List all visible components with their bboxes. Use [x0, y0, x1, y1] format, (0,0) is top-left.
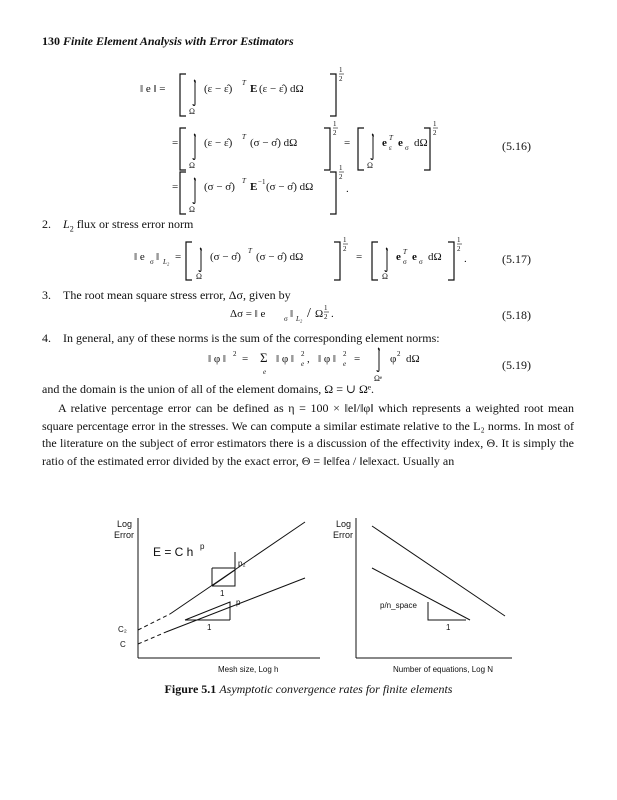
svg-text:E: E	[250, 83, 258, 95]
svg-text:2: 2	[397, 350, 401, 358]
svg-text:Ω: Ω	[382, 272, 388, 281]
slope-label-p2: p₂	[238, 559, 246, 568]
svg-text:=: =	[354, 353, 361, 365]
svg-text:2: 2	[324, 313, 328, 321]
equation-number-5-18: (5.18)	[502, 308, 531, 322]
right-ylabel-1: Log	[336, 519, 352, 529]
svg-text:dΩ: dΩ	[428, 251, 442, 263]
svg-text:1: 1	[339, 164, 343, 172]
svg-text:‖: ‖	[156, 251, 160, 263]
svg-text:(ε − ε̂) dΩ: (ε − ε̂) dΩ	[259, 83, 304, 95]
right-run-label: 1	[446, 623, 451, 632]
svg-text:=: =	[172, 181, 179, 193]
svg-text:(ε − ε̂): (ε − ε̂)	[204, 137, 233, 149]
svg-text:‖ φ ‖: ‖ φ ‖	[276, 353, 295, 365]
svg-text:=: =	[344, 137, 351, 149]
left-xlabel: Mesh size, Log h	[218, 665, 279, 674]
equation-number-5-17: (5.17)	[502, 252, 531, 266]
svg-text:σ: σ	[284, 315, 288, 323]
svg-text:(σ − σ̂) dΩ: (σ − σ̂) dΩ	[256, 251, 304, 263]
svg-text:(σ − σ̂) dΩ: (σ − σ̂) dΩ	[250, 137, 298, 149]
figure-caption	[0, 682, 617, 697]
dashed-extension-c	[138, 632, 166, 644]
book-title: Finite Element Analysis with Error Estimators	[63, 34, 294, 48]
svg-text:φ: φ	[390, 353, 397, 365]
svg-text:1: 1	[339, 66, 343, 74]
item-3-text: The root mean square stress error, Δσ, given by	[63, 288, 291, 302]
svg-text:2: 2	[433, 129, 437, 137]
caption-label: Figure 5.1	[164, 682, 217, 696]
slope-label-p: p	[236, 598, 241, 607]
svg-text:L₂: L₂	[163, 258, 170, 266]
svg-text:Ω: Ω	[367, 161, 373, 170]
item-2-text: flux or stress error norm	[76, 217, 194, 231]
right-slope-label: p/n_space	[380, 601, 417, 610]
triangle-p	[185, 602, 230, 620]
svg-text:e: e	[396, 251, 401, 263]
svg-text:.: .	[346, 183, 349, 195]
svg-text:1: 1	[324, 304, 328, 312]
svg-text:2: 2	[233, 350, 237, 358]
svg-text:=: =	[356, 251, 363, 263]
equation-number-5-16: (5.16)	[502, 139, 531, 153]
svg-text:1: 1	[343, 236, 347, 244]
item-3-number: 3.	[42, 288, 51, 302]
svg-text:e: e	[382, 137, 387, 149]
svg-text:2: 2	[333, 129, 337, 137]
svg-text:.: .	[331, 308, 334, 320]
svg-text:dΩ: dΩ	[406, 353, 420, 365]
svg-text:dΩ: dΩ	[414, 137, 428, 149]
triangle-right	[428, 602, 466, 620]
item-2-number: 2.	[42, 217, 51, 231]
svg-text:/: /	[307, 306, 311, 321]
equation-number-5-19: (5.19)	[502, 358, 531, 372]
svg-text:T: T	[403, 248, 407, 256]
domain-union-text: and the domain is the union of all of the element domains, Ω = ∪ Ωᵉ.	[42, 382, 375, 396]
svg-text:σ: σ	[405, 144, 409, 152]
triangle-p2	[212, 570, 235, 586]
svg-text:e: e	[412, 251, 417, 263]
svg-text:2: 2	[343, 245, 347, 253]
svg-text:Ω: Ω	[189, 107, 195, 116]
svg-text:2: 2	[457, 245, 461, 253]
svg-text:Ω: Ω	[189, 205, 195, 214]
svg-text:(σ − σ̂): (σ − σ̂)	[204, 181, 235, 193]
svg-text:T: T	[242, 133, 246, 141]
svg-text:Ω: Ω	[189, 161, 195, 170]
svg-text:‖ e: ‖ e	[134, 251, 145, 263]
svg-text:e: e	[343, 360, 347, 368]
item-4-number: 4.	[42, 331, 51, 345]
svg-text:=: =	[242, 353, 249, 365]
svg-text:T: T	[389, 134, 393, 142]
formula-exponent: p	[200, 542, 205, 551]
figure-5-1	[0, 510, 617, 680]
intercept-c: C	[120, 640, 126, 649]
caption-text: Asymptotic convergence rates for finite elements	[219, 682, 453, 696]
svg-text:e: e	[263, 368, 267, 376]
svg-text:1: 1	[433, 120, 437, 128]
svg-text:(σ − σ̂) dΩ: (σ − σ̂) dΩ	[266, 181, 314, 193]
intercept-c2: C₂	[118, 625, 127, 634]
formula: E = C h	[153, 545, 194, 559]
svg-text:2: 2	[339, 173, 343, 181]
svg-text:ε: ε	[389, 144, 392, 152]
svg-text:=: =	[172, 137, 179, 149]
svg-text:e: e	[398, 137, 403, 149]
item-2: 2. $L_2$ flux or stress error norm	[42, 217, 194, 234]
svg-text:Ω: Ω	[315, 308, 324, 320]
right-xlabel: Number of equations, Log N	[393, 665, 494, 674]
svg-text:(σ − σ̂): (σ − σ̂)	[210, 251, 241, 263]
svg-text:Δσ = ‖ e: Δσ = ‖ e	[230, 308, 266, 320]
svg-text:1: 1	[333, 120, 337, 128]
svg-text:.: .	[464, 253, 467, 265]
svg-text:‖: ‖	[290, 308, 294, 320]
svg-text:2: 2	[343, 350, 347, 358]
svg-text:Ωᵉ: Ωᵉ	[374, 374, 382, 383]
item-4-text: In general, any of these norms is the sum of the corresponding element norms:	[63, 331, 440, 345]
svg-text:‖ φ ‖: ‖ φ ‖	[208, 353, 227, 365]
svg-text:=: =	[175, 251, 182, 263]
svg-text:σ: σ	[150, 258, 154, 266]
relative-error-paragraph: A relative percentage error can be defined as η = 100 × ‖e‖/‖φ‖ which represents a weighted root mean square percentage error in the stresses. We can compute a similar estimate relative to the L₂ norms. In most of the literature on the subject of error estimators there is a discussion of the effectivity index, Θ. It is simply the ratio of the estimated error divided by the exact error, Θ = ‖e‖fea / ‖e‖exact. Usually an	[42, 401, 574, 468]
running-header	[42, 34, 294, 49]
svg-text:(ε − ε̂): (ε − ε̂)	[204, 83, 233, 95]
left-ylabel-2: Error	[114, 530, 134, 540]
svg-text:‖ φ ‖: ‖ φ ‖	[318, 353, 337, 365]
svg-text:E: E	[250, 181, 258, 193]
svg-text:e: e	[301, 360, 305, 368]
page-number: 130	[42, 34, 60, 48]
svg-text:−1: −1	[258, 178, 266, 186]
svg-text:Σ: Σ	[260, 350, 268, 365]
right-line-lower	[372, 568, 470, 620]
svg-text:2: 2	[301, 350, 305, 358]
dashed-extension-c2	[138, 614, 170, 630]
svg-text:T: T	[248, 247, 252, 255]
run-label-1b: 1	[207, 623, 212, 632]
svg-text:1: 1	[457, 236, 461, 244]
svg-text:T: T	[242, 79, 246, 87]
svg-text:σ: σ	[419, 258, 423, 266]
svg-text:L₂: L₂	[296, 315, 303, 323]
svg-text:2: 2	[339, 75, 343, 83]
svg-text:,: ,	[307, 353, 310, 365]
svg-text:σ: σ	[403, 258, 407, 266]
svg-text:Ω: Ω	[196, 272, 202, 281]
run-label-1a: 1	[220, 589, 225, 598]
left-ylabel-1: Log	[117, 519, 133, 529]
right-ylabel-2: Error	[333, 530, 353, 540]
norm-e-lhs: ‖ e ‖ =	[140, 83, 166, 95]
svg-text:T: T	[242, 177, 246, 185]
